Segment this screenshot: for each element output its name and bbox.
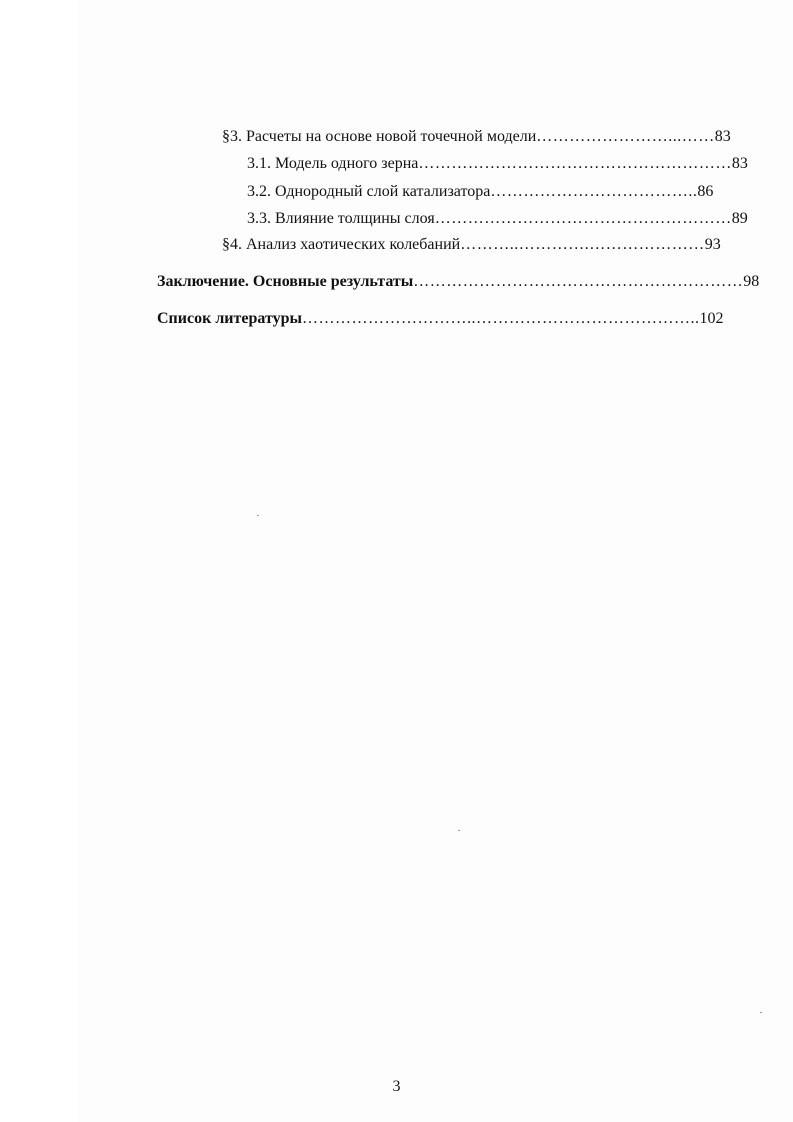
toc-entry-page: 89 — [731, 210, 748, 227]
toc-entry-page: 102 — [699, 310, 724, 327]
toc-entry-title: §4. Анализ хаотических колебаний — [222, 236, 461, 253]
toc-entry-title: Список литературы — [157, 310, 302, 327]
toc-entry-title: Заключение. Основные результаты — [157, 273, 414, 290]
toc-entry-title: 3.2. Однородный слой катализатора — [247, 183, 491, 200]
toc-leader-dots: ……………………………………………… — [434, 210, 732, 227]
toc-entry-conclusion — [157, 272, 760, 292]
page-margin — [0, 0, 78, 1122]
toc-entry-section-3 — [222, 127, 731, 147]
toc-entry-page: 93 — [704, 236, 721, 253]
toc-entry-subsection-3-2 — [247, 182, 714, 202]
toc-leader-dots: …………………………..………………………………….. — [302, 310, 700, 327]
toc-entry-page: 98 — [743, 273, 760, 290]
toc-entry-page: 83 — [714, 128, 731, 145]
toc-leader-dots: ……………………...…… — [536, 128, 715, 145]
toc-entry-title: 3.1. Модель одного зерна — [247, 155, 419, 172]
toc-entry-section-4 — [222, 235, 721, 255]
scan-speck — [257, 515, 259, 516]
toc-leader-dots: ………………………………………………… — [418, 155, 732, 172]
toc-entry-subsection-3-3 — [247, 209, 748, 229]
toc-entry-subsection-3-1 — [247, 154, 748, 174]
toc-leader-dots: …………………………………………………… — [413, 273, 744, 290]
toc-leader-dots: ……………………………….. — [490, 183, 698, 200]
page-number: 3 — [392, 1078, 401, 1095]
scan-speck — [760, 1012, 762, 1013]
toc-entry-page: 83 — [731, 155, 748, 172]
toc-entry-title: §3. Расчеты на основе новой точечной модели — [222, 128, 537, 145]
toc-entry-references — [157, 309, 724, 329]
toc-leader-dots: ………..………….………………… — [460, 236, 705, 253]
toc-entry-title: 3.3. Влияние толщины слоя — [247, 210, 435, 227]
toc-entry-page: 86 — [697, 183, 714, 200]
scan-speck — [458, 830, 460, 831]
